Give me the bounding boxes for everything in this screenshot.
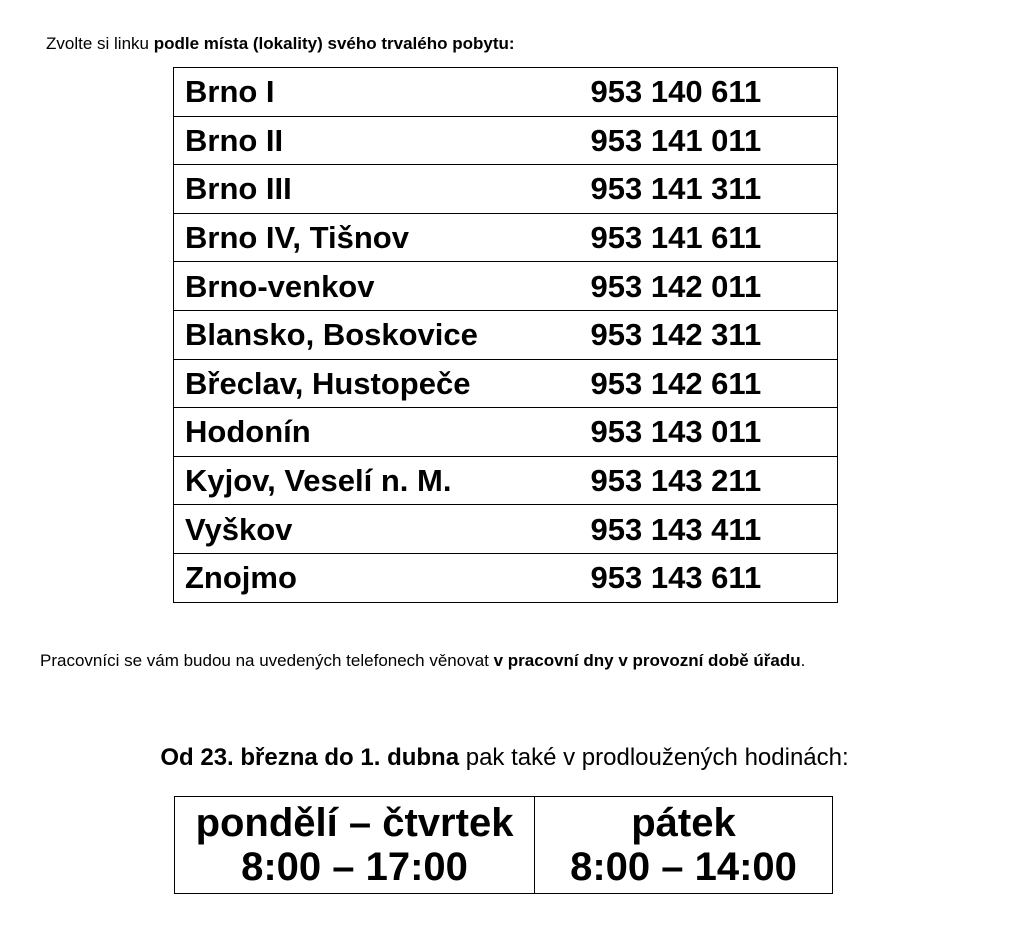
phone-cell: 953 142 011 xyxy=(579,262,838,311)
location-cell: Blansko, Boskovice xyxy=(174,310,579,359)
phone-cell: 953 143 211 xyxy=(579,456,838,505)
location-cell: Kyjov, Veselí n. M. xyxy=(174,456,579,505)
phone-cell: 953 141 311 xyxy=(579,165,838,214)
location-cell: Brno-venkov xyxy=(174,262,579,311)
table-row xyxy=(174,116,838,165)
phone-cell: 953 143 611 xyxy=(579,553,838,602)
location-cell: Znojmo xyxy=(174,553,579,602)
phone-cell: 953 142 311 xyxy=(579,310,838,359)
hours-body xyxy=(175,797,833,894)
location-cell: Brno II xyxy=(174,116,579,165)
location-cell: Brno I xyxy=(174,68,579,117)
phone-lines-body xyxy=(174,68,838,603)
time-label: 8:00 – 17:00 xyxy=(241,845,468,889)
location-cell: Břeclav, Hustopeče xyxy=(174,359,579,408)
hours-cell-mon-thu xyxy=(175,797,535,894)
intro-prefix: Zvolte si linku xyxy=(46,34,154,53)
phone-lines-table xyxy=(173,67,838,603)
intro-bold: podle místa (lokality) svého trvalého pobytu: xyxy=(153,34,515,53)
workers-suffix: . xyxy=(800,651,806,670)
table-row xyxy=(174,213,838,262)
table-row xyxy=(174,359,838,408)
table-row xyxy=(174,505,838,554)
intro-text xyxy=(46,33,515,55)
table-row xyxy=(174,310,838,359)
days-label: pátek xyxy=(631,801,736,845)
hours-row xyxy=(175,797,833,894)
extended-hours-heading xyxy=(0,743,1009,773)
table-row xyxy=(174,553,838,602)
hours-table xyxy=(174,796,833,894)
phone-cell: 953 142 611 xyxy=(579,359,838,408)
table-row xyxy=(174,262,838,311)
time-label: 8:00 – 14:00 xyxy=(570,845,797,889)
table-row xyxy=(174,68,838,117)
phone-cell: 953 141 611 xyxy=(579,213,838,262)
phone-cell: 953 143 011 xyxy=(579,408,838,457)
workers-prefix: Pracovníci se vám budou na uvedených telefonech věnovat xyxy=(40,651,494,670)
location-cell: Brno III xyxy=(174,165,579,214)
days-label: pondělí – čtvrtek xyxy=(195,801,514,845)
phone-cell: 953 140 611 xyxy=(579,68,838,117)
location-cell: Brno IV, Tišnov xyxy=(174,213,579,262)
extended-bold: Od 23. března do 1. dubna xyxy=(160,744,460,771)
workers-note xyxy=(40,650,805,672)
extended-rest: pak také v prodloužených hodinách: xyxy=(459,744,849,771)
table-row xyxy=(174,456,838,505)
table-row xyxy=(174,165,838,214)
workers-bold: v pracovní dny v provozní době úřadu xyxy=(493,651,801,670)
table-row xyxy=(174,408,838,457)
hours-cell-fri xyxy=(535,797,833,894)
phone-cell: 953 143 411 xyxy=(579,505,838,554)
location-cell: Vyškov xyxy=(174,505,579,554)
location-cell: Hodonín xyxy=(174,408,579,457)
phone-cell: 953 141 011 xyxy=(579,116,838,165)
